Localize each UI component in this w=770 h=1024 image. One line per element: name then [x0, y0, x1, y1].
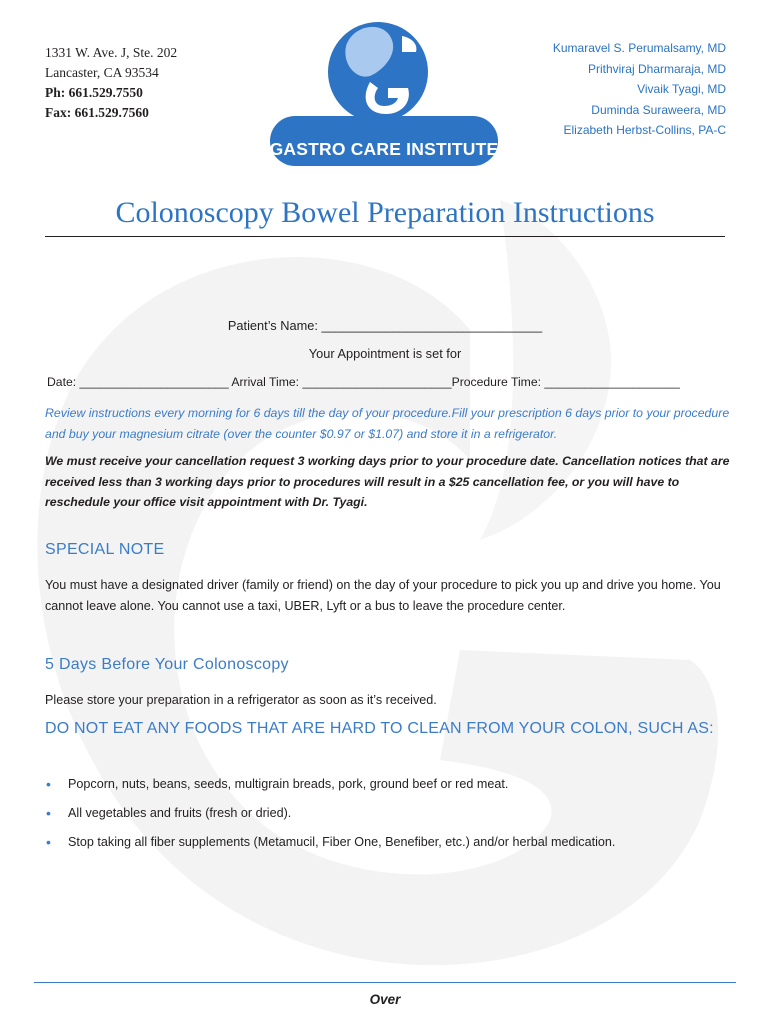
list-item-text: Stop taking all fiber supplements (Metamucil, Fiber One, Benefiber, etc.) and/or herbal medication. [68, 835, 616, 849]
fax-number: Fax: 661.529.7560 [45, 105, 149, 120]
special-note-text: You must have a designated driver (family or friend) on the day of your procedure to pick you up and drive you home. You cannot leave alone. You cannot use a taxi, UBER, Lyft or a bus to leave the procedure center. [45, 578, 721, 613]
list-item [45, 828, 735, 857]
doctors-list [553, 38, 726, 141]
special-note-heading: SPECIAL NOTE [45, 541, 165, 558]
foods-warning-heading: DO NOT EAT ANY FOODS THAT ARE HARD TO CLEAN FROM YOUR COLON, SUCH AS: [45, 720, 714, 737]
page-title: Colonoscopy Bowel Preparation Instructions [115, 196, 655, 229]
appointment-text: Your Appointment is set for [308, 346, 462, 361]
gastro-care-logo [262, 14, 506, 164]
doctor-name: Vivaik Tyagi, MD [637, 82, 726, 96]
doctor-name: Elizabeth Herbst-Collins, PA-C [563, 123, 726, 137]
bullet-icon: • [46, 776, 51, 792]
logo-text: GASTRO CARE INSTITUTE [269, 139, 499, 159]
phone-number: Ph: 661.529.7550 [45, 85, 143, 100]
title-underline [45, 236, 725, 237]
list-item [45, 799, 735, 828]
bullet-icon: • [46, 834, 51, 850]
patient-name-field: Patient’s Name: _______________________________ [227, 318, 543, 333]
footer-divider [34, 982, 736, 983]
over-label: Over [369, 992, 401, 1007]
cancellation-policy: We must receive your cancellation request 3 working days prior to your procedure date. Cancellation notices that are received less than 3 working days prior to procedures will result in a $25 cancellation fee, or you will have to reschedule your office visit appointment with Dr. Tyagi. [45, 454, 730, 509]
list-item-text: All vegetables and fruits (fresh or dried). [68, 806, 292, 820]
doctor-name: Duminda Suraweera, MD [591, 102, 726, 117]
review-instructions: Review instructions every morning for 6 days till the day of your procedure.Fill your prescription 6 days prior to your procedure and buy your magnesium citrate (over the counter $0.97 or $1.07) and store it in a refrigerator. [45, 406, 730, 441]
doctor-name: Kumaravel S. Perumalsamy, MD [552, 41, 726, 55]
doctor-name: Prithviraj Dharmaraja, MD [587, 61, 726, 76]
bullet-icon: • [46, 805, 51, 821]
foods-list [45, 770, 735, 857]
storage-instruction: Please store your preparation in a refrigerator as soon as it’s received. [45, 693, 437, 707]
address-line-2: Lancaster, CA 93534 [45, 65, 159, 80]
list-item [45, 770, 735, 799]
five-days-heading: 5 Days Before Your Colonoscopy [45, 656, 289, 673]
address-line-1: 1331 W. Ave. J, Ste. 202 [45, 45, 178, 60]
clinic-address [45, 43, 177, 123]
list-item-text: Popcorn, nuts, beans, seeds, multigrain breads, pork, ground beef or red meat. [68, 777, 509, 791]
date-time-fields: Date: ______________________ Arrival Time: ______________________Procedure Time: ____________________ [47, 375, 680, 389]
